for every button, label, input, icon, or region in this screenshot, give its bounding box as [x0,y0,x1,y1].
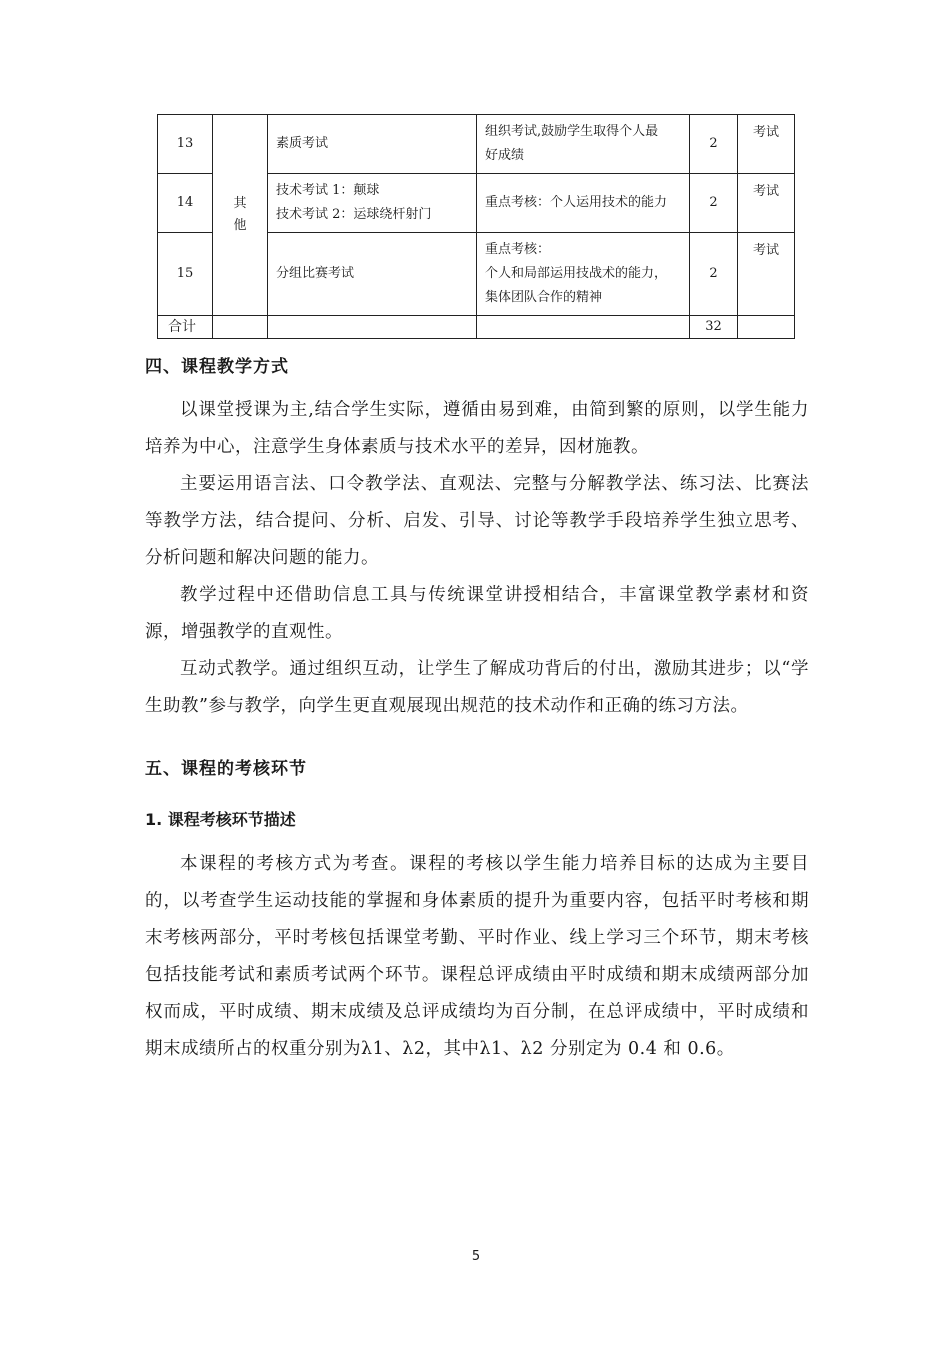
row-number: 14 [158,174,213,233]
requirement-line: 组织考试,鼓励学生取得个人最 [485,124,659,139]
hours-cell: 2 [690,233,738,316]
hours-cell: 2 [690,115,738,174]
content-line: 技术考试 1：颠球 [276,183,380,198]
table-row [158,115,795,174]
content-line: 技术考试 2：运球绕杆射门 [276,207,432,222]
requirement-cell [477,115,690,174]
course-schedule-table [157,114,795,339]
section-5-heading: 五、课程的考核环节 [145,759,307,779]
paragraph: 互动式教学。通过组织互动，让学生了解成功背后的付出，激励其进步；以“学生助教”参与教学，向学生更直观展现出规范的技术动作和正确的练习方法。 [145,659,809,716]
total-label: 合计 [158,316,213,339]
requirement-cell [477,233,690,316]
total-hours: 32 [690,316,738,339]
requirement-line: 好成绩 [485,148,525,163]
row-number: 13 [158,115,213,174]
empty-cell [477,316,690,339]
hours-cell: 2 [690,174,738,233]
paragraph: 本课程的考核方式为考查。课程的考核以学生能力培养目标的达成为主要目的，以考查学生运动技能的掌握和身体素质的提升为重要内容，包括平时考核和期末考核两部分，平时考核包括课堂考勤、平时作业、线上学习三个环节，期末考核包括技能考试和素质考试两个环节。课程总评成绩由平时成绩和期末成绩两部分加权而成，平时成绩、期末成绩及总评成绩均为百分制，在总评成绩中，平时成绩和期末成绩所占的权重分别为λ1、λ2，其中λ1、λ2 分别定为 0.4 和 0.6。 [145,854,809,1059]
content-cell [268,115,477,174]
total-row [158,316,795,339]
category-label: 其他 [233,196,247,233]
requirement-line: 集体团队合作的精神 [485,290,603,305]
requirement-line: 重点考核：个人运用技术的能力 [485,195,668,210]
content-line: 素质考试 [276,136,329,151]
content-line: 分组比赛考试 [276,266,355,281]
method-cell: 考试 [738,233,795,316]
empty-cell [213,316,268,339]
page-number: 5 [471,1249,481,1264]
requirement-cell [477,174,690,233]
row-number: 15 [158,233,213,316]
empty-cell [268,316,477,339]
method-cell: 考试 [738,174,795,233]
requirement-line: 个人和局部运用技战术的能力， [485,266,668,281]
paragraph: 主要运用语言法、口令教学法、直观法、完整与分解教学法、练习法、比赛法等教学方法，结合提问、分析、启发、引导、讨论等教学手段培养学生独立思考、分析问题和解决问题的能力。 [145,474,809,568]
empty-cell [738,316,795,339]
method-cell: 考试 [738,115,795,174]
category-cell [213,115,268,316]
paragraph: 教学过程中还借助信息工具与传统课堂讲授相结合，丰富课堂教学素材和资源，增强教学的直观性。 [145,585,809,642]
paragraph: 以课堂授课为主,结合学生实际，遵循由易到难，由简到繁的原则，以学生能力培养为中心，注意学生身体素质与技术水平的差异，因材施教。 [145,400,809,457]
section-4-heading: 四、课程教学方式 [145,357,289,377]
requirement-line: 重点考核： [485,242,551,257]
content-cell [268,233,477,316]
subsection-heading: 1. 课程考核环节描述 [145,810,296,829]
content-cell [268,174,477,233]
